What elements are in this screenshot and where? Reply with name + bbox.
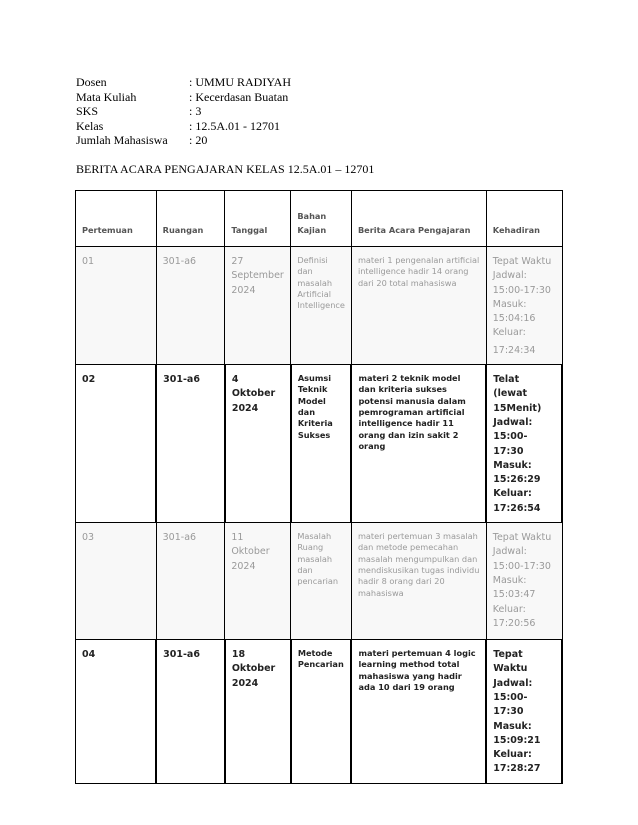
kelas-label: Kelas xyxy=(76,118,104,133)
info-row-jumlah xyxy=(76,133,291,148)
kehadiran-keluar-label: Keluar: xyxy=(492,603,526,615)
cell-ruangan: 301-a6 xyxy=(156,640,225,784)
header-kehadiran: Kehadiran xyxy=(486,191,562,247)
cell-ruangan: 301-a6 xyxy=(156,247,225,365)
header-berita-acara: Berita Acara Pengajaran xyxy=(351,191,486,247)
kehadiran-jadwal-label: Jadwal: xyxy=(493,677,533,689)
cell-kehadiran xyxy=(486,523,562,640)
cell-tanggal: 11 Oktober 2024 xyxy=(225,523,291,640)
header-pertemuan: Pertemuan xyxy=(76,191,157,247)
kehadiran-jadwal-label: Jadwal: xyxy=(492,546,527,558)
cell-pertemuan: 04 xyxy=(76,640,157,784)
header-tanggal: Tanggal xyxy=(225,191,291,247)
cell-tanggal: 27 September 2024 xyxy=(225,247,291,365)
table-header-row xyxy=(76,191,563,247)
kehadiran-masuk-label: Masuk: xyxy=(492,298,527,310)
kehadiran-jadwal-label: Jadwal: xyxy=(492,270,527,282)
kehadiran-masuk-label: Masuk: xyxy=(493,720,532,732)
kehadiran-status: Tepat Waktu xyxy=(492,532,552,544)
cell-pertemuan: 03 xyxy=(76,523,157,640)
kehadiran-keluar: 17:24:34 xyxy=(492,344,536,356)
matkul-value: : Kecerdasan Buatan xyxy=(189,89,289,104)
table-row xyxy=(76,640,563,784)
table-row xyxy=(76,247,563,365)
kehadiran-status: Telat (lewat 15Menit) xyxy=(493,374,542,414)
table-row xyxy=(76,523,563,640)
dosen-label: Dosen xyxy=(76,75,107,89)
kehadiran-jadwal: 15:00-17:30 xyxy=(492,560,551,572)
cell-berita: materi 1 pengenalan artificial intelligence hadir 14 orang dari 20 total mahasiswa xyxy=(351,247,486,365)
cell-berita: materi 2 teknik model dan kriteria sukses potensi manusia dalam pemrograman artificial intelligence hadir 11 orang dan izin sakit 2 orang xyxy=(351,365,486,523)
kehadiran-keluar-label: Keluar: xyxy=(492,327,526,339)
kehadiran-jadwal: 15:00-17:30 xyxy=(493,691,528,718)
kehadiran-keluar-label: Keluar: xyxy=(493,488,532,500)
cell-kehadiran xyxy=(486,640,562,784)
page-title: BERITA ACARA PENGAJARAN KELAS 12.5A.01 – 12701 xyxy=(76,162,375,176)
kehadiran-masuk: 15:09:21 xyxy=(493,734,541,746)
header-bahan-kajian: Bahan Kajian xyxy=(291,191,352,247)
kehadiran-keluar-label: Keluar: xyxy=(493,749,532,761)
kehadiran-masuk: 15:04:16 xyxy=(492,313,536,325)
kehadiran-masuk: 15:03:47 xyxy=(492,589,536,601)
info-row-sks xyxy=(76,104,291,119)
sks-value: : 3 xyxy=(189,104,202,118)
cell-pertemuan: 01 xyxy=(76,247,157,365)
kehadiran-status: Tepat Waktu xyxy=(492,256,552,267)
info-row-matkul xyxy=(76,90,291,105)
kehadiran-keluar: 17:28:27 xyxy=(493,763,541,775)
info-row-kelas xyxy=(76,119,291,134)
jumlah-label: Jumlah Mahasiswa xyxy=(76,133,168,147)
cell-bahan: Definisi dan masalah Artificial Intelligence xyxy=(291,247,352,365)
kehadiran-keluar: 17:26:54 xyxy=(493,502,541,514)
kehadiran-status: Tepat Waktu xyxy=(493,649,528,675)
jumlah-value: : 20 xyxy=(189,133,208,147)
cell-tanggal: 4 Oktober 2024 xyxy=(225,365,291,523)
sks-label: SKS xyxy=(76,104,99,118)
cell-ruangan: 301-a6 xyxy=(156,365,225,523)
cell-tanggal: 18 Oktober 2024 xyxy=(225,640,291,784)
dosen-value: : UMMU RADIYAH xyxy=(189,75,292,89)
cell-kehadiran xyxy=(486,365,562,523)
cell-pertemuan: 02 xyxy=(76,365,157,523)
cell-berita: materi pertemuan 3 masalah dan metode pemecahan masalah mengumpulkan dan mendiskusikan tugas individu hadir 8 orang dari 20 mahasiswa xyxy=(351,523,486,640)
kehadiran-jadwal-label: Jadwal: xyxy=(493,416,533,428)
attendance-table xyxy=(75,190,563,784)
cell-ruangan: 301-a6 xyxy=(156,523,225,640)
kehadiran-jadwal: 15:00-17:30 xyxy=(492,284,551,296)
cell-bahan: Metode Pencarian xyxy=(291,640,352,784)
matkul-label: Mata Kuliah xyxy=(76,89,137,104)
kehadiran-masuk-label: Masuk: xyxy=(492,574,527,586)
cell-kehadiran xyxy=(486,247,562,365)
cell-berita: materi pertemuan 4 logic learning method total mahasiswa yang hadir ada 10 dari 19 orang xyxy=(351,640,486,784)
header-ruangan: Ruangan xyxy=(156,191,225,247)
kehadiran-masuk-label: Masuk: xyxy=(493,459,532,471)
lecture-info xyxy=(76,75,291,148)
kehadiran-keluar: 17:20:56 xyxy=(492,617,536,629)
kehadiran-masuk: 15:26:29 xyxy=(493,474,541,486)
info-row-dosen xyxy=(76,75,291,90)
kelas-value: : 12.5A.01 - 12701 xyxy=(189,118,280,133)
kehadiran-jadwal: 15:00-17:30 xyxy=(493,431,528,457)
cell-bahan: Masalah Ruang masalah dan pencarian xyxy=(291,523,352,640)
cell-bahan: Asumsi Teknik Model dan Kriteria Sukses xyxy=(291,365,352,523)
table-row xyxy=(76,365,563,523)
